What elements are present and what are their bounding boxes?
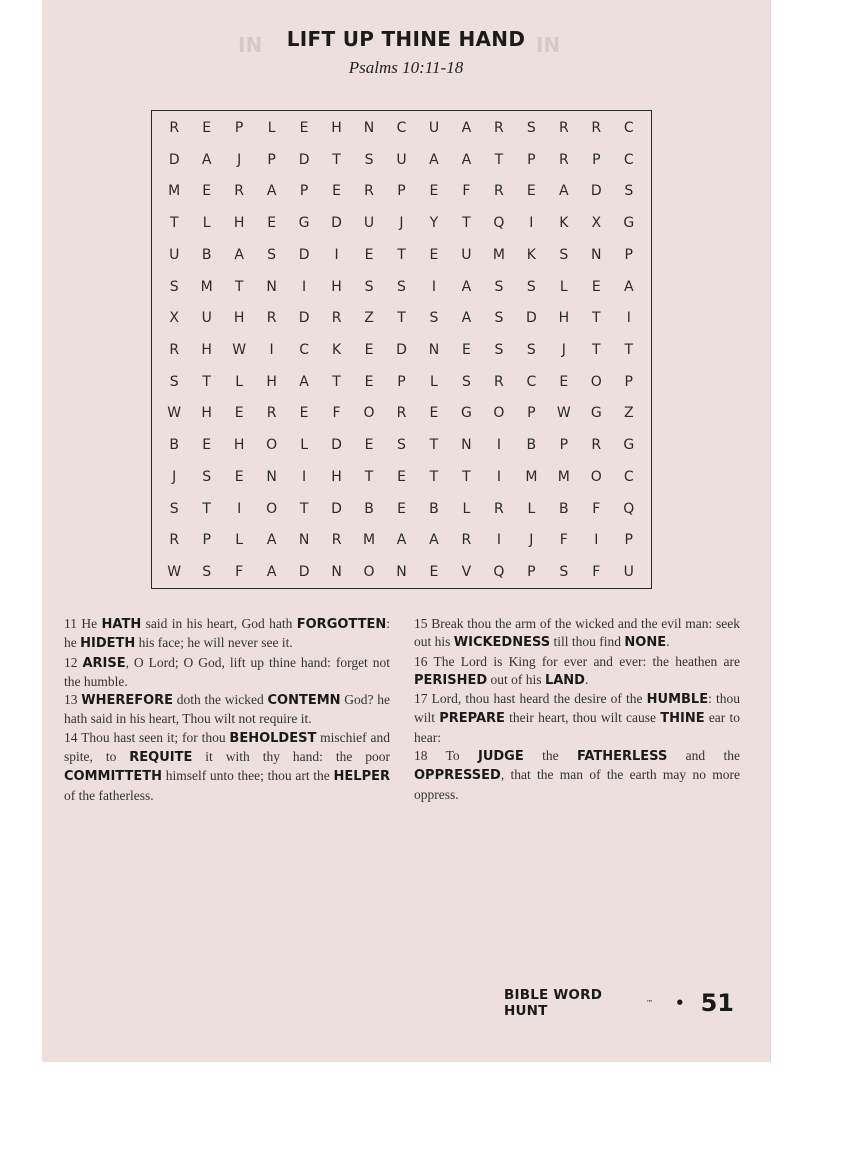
verse-text: . bbox=[666, 634, 670, 650]
grid-letter: E bbox=[397, 500, 406, 517]
grid-letter: U bbox=[201, 310, 212, 327]
grid-letter: T bbox=[429, 437, 439, 454]
verse-text: it with thy hand: the poor bbox=[192, 749, 391, 765]
grid-letter: H bbox=[558, 310, 570, 327]
verse-text: , that the man of the earth may no more oppress. bbox=[414, 767, 740, 802]
grid-letter: H bbox=[331, 119, 342, 136]
grid-letter: A bbox=[461, 310, 472, 327]
grid-letter: A bbox=[396, 532, 407, 549]
grid-letter: G bbox=[460, 405, 472, 422]
grid-letter: G bbox=[590, 405, 602, 422]
grid-letter: P bbox=[267, 151, 276, 168]
grid-letter: R bbox=[266, 310, 277, 327]
grid-letter: P bbox=[299, 183, 309, 200]
grid-letter: P bbox=[397, 373, 406, 390]
grid-letter: H bbox=[331, 468, 342, 485]
hidden-word: NONE bbox=[624, 635, 667, 651]
grid-letter: T bbox=[429, 468, 439, 485]
verse-text: 18 To bbox=[414, 748, 478, 764]
grid-letter: V bbox=[461, 564, 472, 581]
grid-letter: Z bbox=[623, 405, 634, 422]
grid-letter: E bbox=[429, 405, 439, 422]
grid-letter: T bbox=[397, 246, 406, 263]
grid-letter: H bbox=[233, 215, 245, 232]
grid-letter: E bbox=[364, 246, 374, 263]
grid-letter: M bbox=[492, 246, 505, 263]
grid-letter: I bbox=[594, 532, 599, 549]
verse-paragraph bbox=[64, 654, 390, 692]
grid-letter: R bbox=[494, 119, 504, 136]
grid-letter: A bbox=[623, 278, 634, 295]
grid-letter: A bbox=[461, 278, 472, 295]
grid-letter: S bbox=[559, 246, 569, 263]
grid-letter: E bbox=[526, 183, 536, 200]
grid-letter: A bbox=[266, 532, 277, 549]
grid-letter: U bbox=[428, 119, 440, 136]
hidden-word: WHEREFORE bbox=[81, 693, 174, 709]
grid-letter: G bbox=[298, 215, 310, 232]
grid-letter: X bbox=[169, 310, 180, 327]
grid-letter: E bbox=[234, 468, 244, 485]
grid-letter: P bbox=[234, 119, 244, 136]
grid-letter: R bbox=[558, 151, 569, 168]
grid-letter: Y bbox=[429, 215, 439, 232]
grid-letter: S bbox=[494, 278, 504, 295]
grid-letter: B bbox=[201, 246, 212, 263]
grid-letter: H bbox=[331, 278, 342, 295]
grid-letter: A bbox=[429, 532, 439, 549]
grid-letter: R bbox=[169, 532, 180, 549]
verse-paragraph bbox=[414, 615, 740, 653]
grid-letter: S bbox=[202, 468, 212, 485]
verse-text: 16 The Lord is King for ever and ever: the heathen are bbox=[414, 653, 740, 669]
hidden-word: JUDGE bbox=[478, 749, 524, 765]
grid-letter: D bbox=[298, 310, 310, 327]
grid-letter: U bbox=[169, 246, 180, 263]
grid-letter: S bbox=[624, 183, 634, 200]
grid-letter: C bbox=[623, 119, 634, 136]
grid-letter: R bbox=[169, 119, 180, 136]
grid-letter: W bbox=[167, 405, 182, 422]
grid-letter: N bbox=[363, 119, 375, 136]
grid-letter: R bbox=[591, 437, 602, 454]
grid-letter: L bbox=[462, 500, 471, 517]
grid-letter: P bbox=[624, 532, 633, 549]
grid-letter: E bbox=[364, 373, 374, 390]
grid-letter: R bbox=[494, 500, 504, 517]
grid-letter: I bbox=[529, 215, 534, 232]
grid-letter: T bbox=[624, 341, 634, 358]
grid-letter: A bbox=[201, 151, 212, 168]
grid-letter: T bbox=[592, 341, 601, 358]
grid-letter: B bbox=[429, 500, 439, 517]
hidden-word: BEHOLDEST bbox=[229, 730, 317, 746]
grid-letter: H bbox=[233, 437, 245, 454]
grid-letter: T bbox=[202, 500, 211, 517]
grid-letter: C bbox=[623, 151, 634, 168]
grid-letter: E bbox=[397, 468, 406, 485]
grid-letter: W bbox=[167, 564, 182, 581]
grid-letter: S bbox=[494, 341, 504, 358]
verse-paragraph bbox=[414, 690, 740, 747]
grid-letter: J bbox=[172, 468, 177, 485]
grid-letter: L bbox=[430, 373, 438, 390]
grid-letter: T bbox=[462, 468, 471, 485]
verse-text: 15 Break thou the arm of the wicked and the evil man: seek out his bbox=[414, 616, 740, 650]
grid-letter: N bbox=[331, 564, 342, 581]
grid-letter: S bbox=[397, 437, 406, 454]
grid-letter: E bbox=[429, 564, 439, 581]
grid-letter: X bbox=[591, 215, 602, 232]
verse-text: the bbox=[523, 748, 577, 764]
grid-letter: E bbox=[202, 437, 212, 454]
grid-letter: D bbox=[590, 183, 602, 200]
hidden-word: COMMITTETH bbox=[64, 769, 162, 785]
grid-letter: R bbox=[364, 183, 374, 200]
grid-letter: S bbox=[364, 278, 374, 295]
grid-letter: E bbox=[461, 341, 471, 358]
footer-brand: BIBLE WORD HUNT bbox=[504, 987, 603, 1019]
grid-letter: M bbox=[168, 183, 181, 200]
grid-letter: I bbox=[496, 437, 501, 454]
grid-letter: A bbox=[234, 246, 244, 263]
hidden-word: FORGOTTEN bbox=[296, 617, 387, 632]
grid-letter: A bbox=[266, 183, 277, 200]
grid-letter: I bbox=[431, 278, 437, 295]
bleed-through-text: IN bbox=[536, 33, 561, 57]
grid-letter: B bbox=[559, 500, 569, 517]
grid-letter: R bbox=[558, 119, 569, 136]
scripture-reference: Psalms 10:11-18 bbox=[348, 58, 464, 77]
verse-text: till thou find bbox=[550, 634, 625, 650]
grid-letter: F bbox=[332, 405, 341, 422]
verse-paragraph bbox=[64, 615, 390, 654]
grid-letter: B bbox=[364, 500, 374, 517]
grid-letter: D bbox=[525, 310, 537, 327]
grid-letter: S bbox=[202, 564, 212, 581]
grid-letter: T bbox=[494, 151, 504, 168]
grid-letter: T bbox=[169, 215, 179, 232]
verse-text: 17 Lord, thou hast heard the desire of the bbox=[414, 691, 647, 707]
grid-letter: A bbox=[461, 151, 472, 168]
hidden-word: ARISE bbox=[82, 655, 126, 671]
grid-letter: L bbox=[267, 119, 276, 136]
grid-letter: J bbox=[237, 151, 242, 168]
grid-letter: I bbox=[302, 468, 307, 485]
grid-letter: R bbox=[234, 183, 245, 200]
hidden-word: HIDETH bbox=[80, 636, 136, 652]
grid-letter: S bbox=[397, 278, 406, 295]
verse-paragraph bbox=[414, 653, 740, 691]
hidden-word: HELPER bbox=[333, 769, 390, 785]
grid-letter: E bbox=[591, 278, 601, 295]
grid-letter: D bbox=[396, 341, 407, 358]
verse-paragraph bbox=[64, 691, 390, 729]
grid-letter: L bbox=[300, 437, 308, 454]
grid-letter: M bbox=[525, 468, 538, 485]
page-number: 51 bbox=[700, 989, 734, 1017]
grid-letter: D bbox=[331, 500, 342, 517]
hidden-word: WICKEDNESS bbox=[453, 635, 551, 651]
grid-letter: F bbox=[235, 564, 244, 581]
verse-text: 11 He bbox=[64, 616, 102, 631]
grid-letter: U bbox=[623, 564, 634, 581]
verse-text: 14 Thou hast seen it; for thou bbox=[64, 729, 230, 745]
grid-letter: L bbox=[202, 215, 211, 232]
hidden-word: HATH bbox=[101, 617, 142, 632]
grid-letter: S bbox=[526, 278, 536, 295]
grid-letter: E bbox=[299, 119, 309, 136]
grid-letter: O bbox=[363, 405, 375, 422]
hidden-word: HUMBLE bbox=[646, 692, 709, 708]
grid-letter: A bbox=[461, 119, 472, 136]
verse-text: himself unto thee; thou art the bbox=[161, 768, 334, 784]
verse-text: his face; he will never see it. bbox=[135, 635, 293, 651]
grid-letter: S bbox=[526, 119, 536, 136]
grid-letter: Q bbox=[623, 500, 635, 517]
grid-letter: P bbox=[527, 405, 536, 422]
grid-letter: E bbox=[299, 405, 309, 422]
grid-letter: O bbox=[590, 373, 602, 390]
grid-letter: E bbox=[202, 119, 212, 136]
verses-right-column bbox=[414, 615, 740, 804]
grid-letter: R bbox=[461, 532, 472, 549]
grid-letter: A bbox=[299, 373, 309, 390]
grid-letter: D bbox=[331, 215, 342, 232]
grid-letter: E bbox=[364, 437, 374, 454]
grid-letter: D bbox=[298, 246, 310, 263]
grid-letter: F bbox=[592, 564, 601, 581]
grid-letter: B bbox=[169, 437, 180, 454]
grid-letter: C bbox=[623, 468, 634, 485]
page-sheet bbox=[42, 0, 770, 1062]
grid-letter: C bbox=[299, 341, 309, 358]
grid-letter: I bbox=[496, 468, 501, 485]
grid-letter: L bbox=[527, 500, 536, 517]
grid-letter: N bbox=[591, 246, 602, 263]
grid-letter: N bbox=[396, 564, 407, 581]
grid-letter: G bbox=[623, 215, 635, 232]
grid-letter: R bbox=[494, 373, 504, 390]
grid-letter: U bbox=[461, 246, 472, 263]
grid-letter: P bbox=[397, 183, 406, 200]
grid-letter: T bbox=[299, 500, 309, 517]
grid-letter: P bbox=[592, 151, 601, 168]
verse-text: : thou wilt bbox=[414, 691, 740, 726]
grid-letter: I bbox=[302, 278, 307, 295]
grid-letter: T bbox=[332, 373, 341, 390]
grid-letter: R bbox=[396, 405, 407, 422]
grid-letter: D bbox=[298, 564, 310, 581]
grid-letter: H bbox=[233, 310, 245, 327]
grid-letter: J bbox=[561, 341, 566, 358]
verse-text: of the fatherless. bbox=[64, 787, 154, 803]
grid-letter: S bbox=[494, 310, 504, 327]
page-footer bbox=[504, 988, 734, 1018]
grid-letter: S bbox=[526, 341, 536, 358]
grid-letter: R bbox=[331, 310, 342, 327]
grid-letter: I bbox=[237, 500, 242, 517]
hidden-word: PREPARE bbox=[439, 711, 505, 727]
grid-letter: T bbox=[592, 310, 601, 327]
grid-letter: C bbox=[396, 119, 407, 136]
grid-letter: N bbox=[266, 468, 277, 485]
verse-text: ear to hear: bbox=[414, 710, 740, 745]
hidden-word: CONTEMN bbox=[267, 693, 341, 709]
grid-letter: F bbox=[592, 500, 601, 517]
grid-letter: L bbox=[235, 532, 244, 549]
grid-letter: P bbox=[202, 532, 211, 549]
verse-text: and the bbox=[667, 748, 740, 764]
grid-letter: F bbox=[559, 532, 568, 549]
grid-letter: I bbox=[626, 310, 631, 327]
grid-letter: N bbox=[461, 437, 472, 454]
grid-letter: T bbox=[202, 373, 211, 390]
grid-letter: P bbox=[624, 246, 633, 263]
grid-letter: E bbox=[559, 373, 569, 390]
grid-letter: E bbox=[429, 183, 439, 200]
grid-letter: L bbox=[235, 373, 244, 390]
hidden-word: THINE bbox=[660, 711, 705, 727]
grid-letter: Q bbox=[493, 564, 505, 581]
bleed-through-text: IN bbox=[238, 33, 263, 57]
verse-text: . bbox=[584, 671, 589, 687]
grid-letter: E bbox=[364, 341, 374, 358]
grid-letter: A bbox=[559, 183, 569, 200]
hidden-word: OPPRESSED bbox=[414, 768, 501, 784]
verse-text: 12 bbox=[64, 654, 83, 670]
grid-letter: N bbox=[428, 341, 440, 358]
verse-text: , O Lord; O God, lift up thine hand: forget not the humble. bbox=[64, 654, 391, 689]
verse-paragraph bbox=[414, 747, 740, 804]
grid-letter: J bbox=[529, 532, 534, 549]
grid-letter: M bbox=[362, 532, 376, 549]
verse-text: 13 bbox=[64, 692, 82, 708]
grid-letter: O bbox=[266, 500, 278, 517]
grid-letter: H bbox=[266, 373, 277, 390]
verse-text: doth the wicked bbox=[173, 692, 268, 708]
grid-letter: S bbox=[169, 278, 179, 295]
grid-letter: T bbox=[234, 278, 244, 295]
verse-text: said in his heart, God hath bbox=[141, 616, 297, 631]
grid-letter: S bbox=[461, 373, 471, 390]
grid-letter: R bbox=[494, 183, 504, 200]
verse-text: their heart, thou wilt cause bbox=[504, 710, 661, 726]
grid-letter: K bbox=[559, 215, 569, 232]
grid-letter: S bbox=[267, 246, 277, 263]
grid-letter: I bbox=[269, 341, 274, 358]
grid-letter: T bbox=[462, 215, 471, 232]
grid-letter: M bbox=[200, 278, 213, 295]
grid-letter: P bbox=[624, 373, 633, 390]
page-title: LIFT UP THINE HAND bbox=[286, 27, 526, 51]
hidden-word: FATHERLESS bbox=[576, 749, 668, 765]
grid-letter: S bbox=[559, 564, 569, 581]
grid-letter: Q bbox=[493, 215, 505, 232]
hidden-word: LAND bbox=[544, 672, 585, 688]
grid-letter: D bbox=[298, 151, 310, 168]
grid-letter: S bbox=[429, 310, 439, 327]
grid-letter: R bbox=[169, 341, 180, 358]
grid-letter: G bbox=[623, 437, 635, 454]
grid-letter: P bbox=[559, 437, 569, 454]
grid-letter: P bbox=[527, 151, 536, 168]
word-search-grid bbox=[151, 110, 652, 589]
grid-letter: U bbox=[396, 151, 407, 168]
grid-letter: K bbox=[331, 341, 342, 358]
grid-letter: R bbox=[266, 405, 277, 422]
grid-letter: S bbox=[169, 373, 179, 390]
grid-letter: E bbox=[267, 215, 277, 232]
grid-letter: H bbox=[201, 341, 212, 358]
grid-letter: T bbox=[364, 468, 374, 485]
grid-letter: E bbox=[202, 183, 212, 200]
grid-letter: U bbox=[363, 215, 375, 232]
grid-letter: D bbox=[331, 437, 342, 454]
grid-letter: W bbox=[556, 405, 571, 422]
grid-letter: A bbox=[429, 151, 439, 168]
hidden-word: PERISHED bbox=[414, 672, 488, 688]
grid-letter: I bbox=[334, 246, 339, 263]
grid-letter: E bbox=[234, 405, 244, 422]
grid-letter: L bbox=[559, 278, 568, 295]
verse-text: out of his bbox=[487, 671, 545, 687]
grid-letter: E bbox=[332, 183, 341, 200]
grid-letter: O bbox=[266, 437, 278, 454]
grid-letter: P bbox=[527, 564, 536, 581]
verse-text: mischief and spite, to bbox=[64, 729, 390, 765]
grid-letter: O bbox=[363, 564, 375, 581]
grid-letter: A bbox=[266, 564, 277, 581]
verse-text: : he bbox=[64, 616, 390, 651]
grid-letter: R bbox=[331, 532, 342, 549]
verse-text: God? he hath said in his heart, Thou wilt not require it. bbox=[64, 692, 391, 727]
verse-paragraph bbox=[64, 729, 390, 805]
grid-letter: R bbox=[591, 119, 602, 136]
grid-letter: M bbox=[557, 468, 570, 485]
grid-letter: H bbox=[201, 405, 212, 422]
grid-letter: S bbox=[364, 151, 374, 168]
grid-letter: O bbox=[493, 405, 505, 422]
grid-letter: S bbox=[169, 500, 179, 517]
grid-letter: Z bbox=[364, 310, 374, 327]
grid-letter: N bbox=[298, 532, 310, 549]
trademark-symbol: ™ bbox=[646, 999, 653, 1007]
grid-letter: F bbox=[462, 183, 471, 200]
footer-separator: • bbox=[675, 994, 685, 1012]
grid-letter: D bbox=[168, 151, 180, 168]
grid-letter: B bbox=[526, 437, 537, 454]
grid-letter: O bbox=[590, 468, 602, 485]
grid-letter: W bbox=[232, 341, 247, 358]
grid-letter: T bbox=[332, 151, 341, 168]
grid-letter: N bbox=[266, 278, 277, 295]
verses-left-column bbox=[64, 615, 390, 805]
grid-letter: T bbox=[397, 310, 406, 327]
grid-letter: C bbox=[526, 373, 537, 390]
hidden-word: REQUITE bbox=[129, 750, 193, 766]
grid-letter: K bbox=[526, 246, 536, 263]
grid-letter: J bbox=[399, 215, 404, 232]
grid-letter: I bbox=[496, 532, 501, 549]
grid-letter: E bbox=[429, 246, 439, 263]
